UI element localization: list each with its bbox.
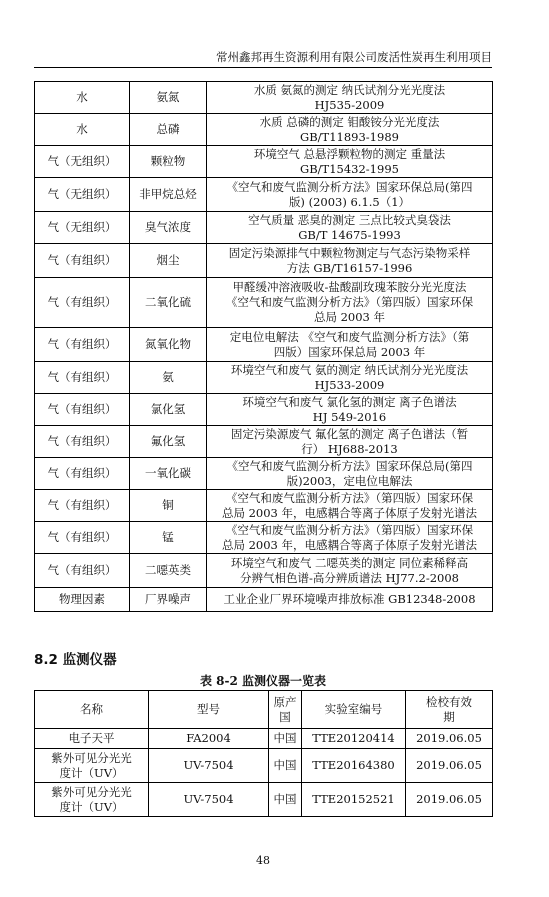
analysis-method-line: 总局 2003 年，电感耦合等离子体原子发射光谱法	[221, 505, 478, 520]
monitoring-item: 二氧化硫	[130, 278, 207, 328]
page-number: 48	[256, 854, 270, 867]
instrument-model: FA2004	[149, 729, 269, 749]
analysis-method	[207, 178, 493, 212]
pollutant-category: 物理因素	[35, 588, 130, 612]
analysis-method-line: 环境空气和废气 氯化氢的测定 离子色谱法	[242, 394, 457, 409]
monitoring-item: 氟化氢	[130, 426, 207, 458]
header-origin-line: 国	[279, 709, 291, 724]
section-heading: 8.2 监测仪器	[34, 652, 117, 668]
pollutant-category: 气（无组织）	[35, 178, 130, 212]
instrument-lab-id: TTE20120414	[302, 729, 406, 749]
monitoring-item: 氨	[130, 362, 207, 394]
instrument-name	[35, 749, 149, 783]
instrument-name-line: 度计（UV）	[59, 765, 124, 780]
analysis-method-line: 四版）国家环保总局 2003 年	[273, 344, 426, 359]
analysis-method-line: HJ533-2009	[314, 377, 385, 392]
analysis-method-line: 固定污染源废气 氟化氢的测定 离子色谱法（暂	[230, 426, 469, 441]
monitoring-item: 锰	[130, 522, 207, 554]
analysis-method-line: 甲醛缓冲溶液吸收-盐酸副玫瑰苯胺分光光度法	[232, 280, 467, 294]
analysis-method-line: HJ 549-2016	[312, 409, 387, 424]
method-row	[35, 554, 493, 588]
instrument-row	[35, 749, 493, 783]
table-caption: 表 8-2 监测仪器一览表	[199, 674, 327, 688]
analysis-method-line: 定电位电解法 《空气和废气监测分析方法》（第	[229, 329, 470, 344]
instrument-lab-id: TTE20152521	[302, 783, 406, 817]
method-row	[35, 458, 493, 490]
analysis-method-line: 方法 GB/T16157-1996	[286, 260, 413, 275]
analysis-method-line: 环境空气 总悬浮颗粒物的测定 重量法	[253, 146, 446, 161]
instrument-lab-id: TTE20164380	[302, 749, 406, 783]
analysis-method-line: 版)2003，定电位电解法	[286, 473, 413, 488]
instrument-name-line: 紫外可见分光光	[51, 750, 132, 765]
document-header: 常州鑫邦再生资源利用有限公司废活性炭再生利用项目	[216, 50, 492, 64]
monitoring-item: 颗粒物	[130, 146, 207, 178]
analysis-method-line: 水质 总磷的测定 钼酸铵分光光度法	[259, 114, 440, 129]
monitoring-item: 非甲烷总烃	[130, 178, 207, 212]
pollutant-category: 气（有组织）	[35, 278, 130, 328]
analysis-method	[207, 278, 493, 328]
analysis-method-line: 总局 2003 年	[313, 310, 386, 324]
analysis-method-line: 《空气和废气监测分析方法》（第四版）国家环保	[225, 522, 474, 537]
method-row	[35, 114, 493, 146]
monitoring-item: 二噁英类	[130, 554, 207, 588]
instrument-calibration: 2019.06.05	[406, 749, 493, 783]
instrument-row	[35, 729, 493, 749]
instrument-calibration: 2019.06.05	[406, 783, 493, 817]
analysis-method-line: 《空气和废气监测分析方法》国家环保总局(第四	[226, 458, 473, 473]
header-origin-line: 原产	[273, 694, 297, 709]
pollutant-category: 水	[35, 114, 130, 146]
pollutant-category: 气（无组织）	[35, 212, 130, 244]
method-row	[35, 588, 493, 612]
pollutant-category: 气（有组织）	[35, 362, 130, 394]
header-origin	[269, 691, 302, 729]
analysis-method-line: HJ535-2009	[314, 97, 385, 112]
method-row	[35, 146, 493, 178]
pollutant-category: 气（有组织）	[35, 394, 130, 426]
analysis-method	[207, 146, 493, 178]
header-calibration-line: 期	[443, 709, 455, 724]
analysis-method-line: 环境空气和废气 氨的测定 纳氏试剂分光光度法	[230, 362, 469, 377]
instrument-name-line: 紫外可见分光光	[51, 784, 132, 799]
analysis-method	[207, 554, 493, 588]
monitoring-item: 厂界噪声	[130, 588, 207, 612]
monitoring-item: 氯化氢	[130, 394, 207, 426]
instruments-table	[34, 690, 493, 817]
analysis-method	[207, 82, 493, 114]
pollutant-category: 气（无组织）	[35, 146, 130, 178]
pollutant-category: 气（有组织）	[35, 426, 130, 458]
monitoring-item: 烟尘	[130, 244, 207, 278]
method-row	[35, 328, 493, 362]
method-row	[35, 426, 493, 458]
pollutant-category: 气（有组织）	[35, 328, 130, 362]
analysis-method	[207, 588, 493, 612]
instrument-model: UV-7504	[149, 749, 269, 783]
instrument-name-line: 度计（UV）	[59, 799, 124, 814]
instrument-row	[35, 783, 493, 817]
analysis-method	[207, 212, 493, 244]
analysis-method-line: 总局 2003 年，电感耦合等离子体原子发射光谱法	[221, 537, 478, 552]
analysis-method-line: 《空气和废气监测分析方法》（第四版）国家环保	[225, 490, 474, 505]
instrument-model: UV-7504	[149, 783, 269, 817]
instrument-calibration: 2019.06.05	[406, 729, 493, 749]
analysis-method	[207, 490, 493, 522]
instrument-name-line: 电子天平	[68, 731, 115, 745]
instruments-header-row	[35, 691, 493, 729]
instrument-name	[35, 729, 149, 749]
monitoring-item: 氨氮	[130, 82, 207, 114]
analysis-method-line: 水质 氨氮的测定 纳氏试剂分光光度法	[253, 82, 446, 97]
header-lab-id: 实验室编号	[302, 691, 406, 729]
method-row	[35, 178, 493, 212]
pollutant-category: 气（有组织）	[35, 458, 130, 490]
monitoring-item: 氮氧化物	[130, 328, 207, 362]
analysis-method-line: 《空气和废气监测分析方法》（第四版）国家环保	[225, 295, 474, 309]
pollutant-category: 气（有组织）	[35, 490, 130, 522]
pollutant-category: 气（有组织）	[35, 522, 130, 554]
header-calibration	[406, 691, 493, 729]
analysis-method-line: 环境空气和废气 二噁英类的测定 同位素稀释高	[230, 555, 469, 570]
method-row	[35, 244, 493, 278]
method-row	[35, 212, 493, 244]
analysis-method-line: 版) (2003) 6.1.5（1）	[288, 194, 411, 209]
analysis-method-line: 分辨气相色谱-高分辨质谱法 HJ77.2-2008	[240, 570, 459, 585]
analysis-method-line: 空气质量 恶臭的测定 三点比较式臭袋法	[248, 212, 451, 227]
analysis-method-line: GB/T11893-1989	[300, 129, 399, 144]
analysis-method-line: 工业企业厂界环境噪声排放标准 GB12348-2008	[223, 592, 476, 606]
analysis-method	[207, 328, 493, 362]
instrument-origin: 中国	[269, 749, 302, 783]
header-rule	[34, 67, 492, 68]
header-calibration-line: 检校有效	[426, 694, 472, 709]
method-row	[35, 394, 493, 426]
method-row	[35, 362, 493, 394]
monitoring-item: 铜	[130, 490, 207, 522]
monitoring-item: 总磷	[130, 114, 207, 146]
instrument-origin: 中国	[269, 783, 302, 817]
method-row	[35, 522, 493, 554]
header-name: 名称	[35, 691, 149, 729]
instrument-name	[35, 783, 149, 817]
monitoring-item: 臭气浓度	[130, 212, 207, 244]
analysis-method	[207, 426, 493, 458]
analysis-method-line: 《空气和废气监测分析方法》国家环保总局(第四	[226, 179, 473, 194]
pollutant-category: 气（有组织）	[35, 244, 130, 278]
analysis-method	[207, 114, 493, 146]
monitoring-methods-table	[34, 81, 493, 612]
header-model: 型号	[149, 691, 269, 729]
analysis-method-line: GB/T 14675-1993	[298, 227, 401, 242]
method-row	[35, 82, 493, 114]
analysis-method	[207, 458, 493, 490]
analysis-method-line: 行） HJ688-2013	[301, 441, 398, 456]
analysis-method	[207, 522, 493, 554]
method-row	[35, 490, 493, 522]
monitoring-item: 一氧化碳	[130, 458, 207, 490]
method-row	[35, 278, 493, 328]
analysis-method	[207, 394, 493, 426]
pollutant-category: 气（有组织）	[35, 554, 130, 588]
analysis-method-line: 固定污染源排气中颗粒物测定与气态污染物采样	[228, 245, 471, 260]
pollutant-category: 水	[35, 82, 130, 114]
instrument-origin: 中国	[269, 729, 302, 749]
analysis-method-line: GB/T15432-1995	[300, 161, 399, 176]
analysis-method	[207, 244, 493, 278]
analysis-method	[207, 362, 493, 394]
